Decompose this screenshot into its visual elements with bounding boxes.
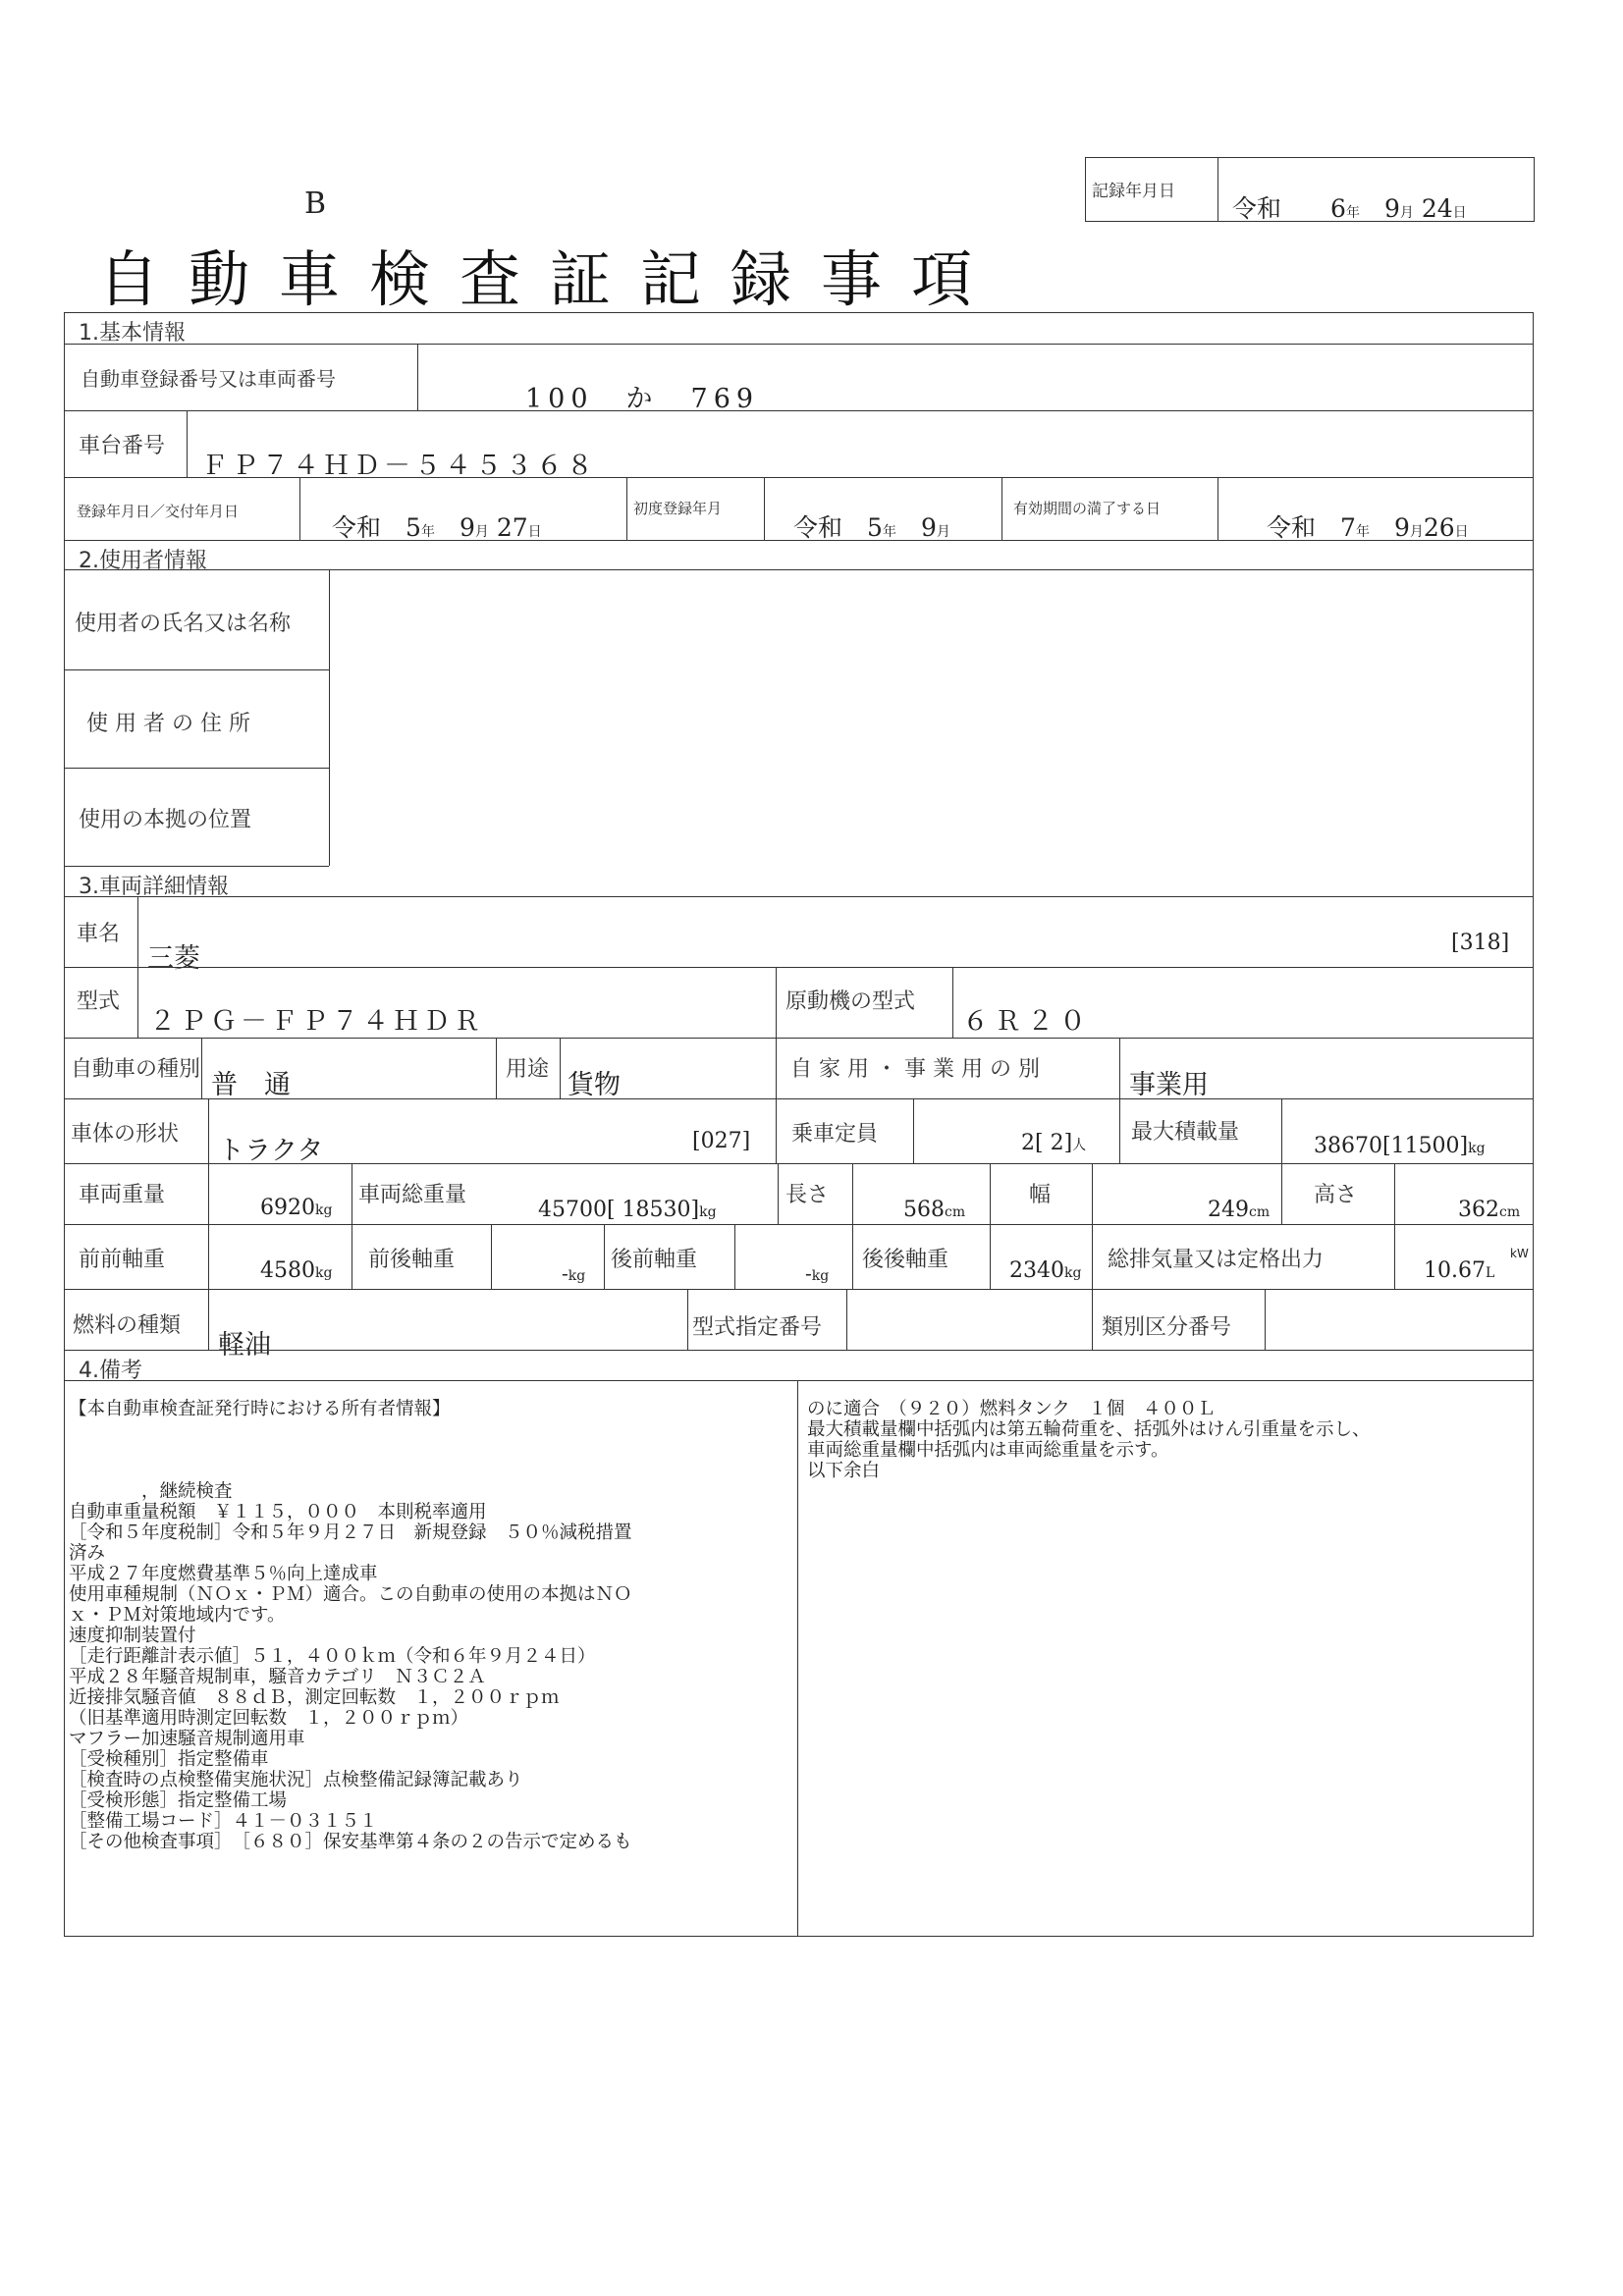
section-user-title: 2.使用者情報 xyxy=(79,549,207,573)
section-remarks-title: 4.備考 xyxy=(79,1359,142,1383)
gross-weight-value: 45700[ 18530]kg xyxy=(538,1198,717,1222)
rear-rear-axle-value: 2340kg xyxy=(1009,1258,1082,1283)
maker-label: 車名 xyxy=(77,922,121,946)
maker-code: [318] xyxy=(1451,931,1510,955)
first-registration-label: 初度登録年月 xyxy=(633,500,723,517)
first-registration-value: 令和 5年 9月 xyxy=(793,513,950,542)
remark-line: 以下余白 xyxy=(807,1461,881,1481)
issue-date-value: 令和 5年 9月 27日 xyxy=(332,513,542,542)
reg-number-value: 100 か 769 xyxy=(525,384,760,414)
vehicle-weight-value: 6920kg xyxy=(260,1196,333,1220)
remark-line: ［令和５年度税制］令和５年９月２７日 新規登録 ５０％減税措置 xyxy=(69,1522,632,1543)
height-value: 362cm xyxy=(1458,1198,1521,1222)
length-value: 568cm xyxy=(903,1198,966,1222)
body-shape-value: トラクタ xyxy=(218,1136,324,1166)
remark-line: 【本自動車検査証発行時における所有者情報】 xyxy=(69,1399,451,1419)
section-basic-title: 1.基本情報 xyxy=(79,321,186,346)
remark-line: ［受検種別］指定整備車 xyxy=(69,1749,269,1770)
capacity-value: 2[ 2]人 xyxy=(1021,1131,1087,1155)
displacement-unit-kw: kW xyxy=(1510,1247,1529,1260)
max-load-value: 38670[11500]kg xyxy=(1314,1134,1486,1158)
model-label: 型式 xyxy=(77,989,121,1014)
width-label: 幅 xyxy=(1029,1183,1052,1207)
fuel-type-value: 軽油 xyxy=(218,1330,271,1361)
width-value: 249cm xyxy=(1208,1198,1271,1222)
front-rear-axle-label: 前後軸重 xyxy=(368,1248,456,1272)
chassis-number-value: ＦＰ７４ＨＤ－５４５３６８ xyxy=(201,451,597,481)
vehicle-kind-value: 普 通 xyxy=(211,1070,291,1100)
body-shape-code: [027] xyxy=(692,1129,751,1153)
reg-number-label: 自動車登録番号又は車両番号 xyxy=(81,367,336,391)
remark-line: ，継続検査 xyxy=(69,1481,233,1502)
remarks-right-column xyxy=(807,1399,1371,1481)
model-value: ２ＰＧ－ＦＰ７４ＨＤＲ xyxy=(149,1006,484,1037)
engine-model-label: 原動機の型式 xyxy=(785,989,916,1014)
remark-line: 平成２７年度燃費基準５％向上達成車 xyxy=(69,1564,378,1584)
length-label: 長さ xyxy=(785,1183,830,1207)
remark-line: 使用車種規制（ＮＯｘ・ＰＭ）適合。この自動車の使用の本拠はＮＯ xyxy=(69,1584,632,1605)
remark-line xyxy=(69,1461,632,1481)
remark-line: ［受検形態］指定整備工場 xyxy=(69,1790,288,1811)
user-address-label: 使 用 者 の 住 所 xyxy=(86,712,250,736)
record-date-label: 記録年月日 xyxy=(1092,182,1175,201)
type-approval-label: 型式指定番号 xyxy=(692,1315,823,1340)
category-number-label: 類別区分番号 xyxy=(1102,1315,1232,1340)
remark-line: 済み xyxy=(69,1543,106,1564)
remark-line: ［走行距離計表示値］５１，４００ｋｍ（令和６年９月２４日） xyxy=(69,1646,596,1667)
page-title: 自動車検査証記録事項 xyxy=(98,243,1002,315)
base-location-label: 使用の本拠の位置 xyxy=(79,808,252,832)
remark-line: ［検査時の点検整備実施状況］点検整備記録簿記載あり xyxy=(69,1770,523,1790)
displacement-value: 10.67L xyxy=(1424,1258,1495,1283)
chassis-number-label: 車台番号 xyxy=(79,434,166,458)
private-business-value: 事業用 xyxy=(1129,1070,1209,1100)
remarks-left-column xyxy=(69,1399,632,1852)
section-vehicle-title: 3.車両詳細情報 xyxy=(79,875,229,899)
max-load-label: 最大積載量 xyxy=(1131,1120,1240,1145)
form-mark: B xyxy=(304,187,327,221)
height-label: 高さ xyxy=(1314,1183,1358,1207)
front-front-axle-label: 前前軸重 xyxy=(79,1248,166,1272)
usage-value: 貨物 xyxy=(568,1070,621,1100)
rear-front-axle-value: -kg xyxy=(805,1261,830,1285)
remark-line: 最大積載量欄中括弧内は第五輪荷重を、括弧外はけん引重量を示し、 xyxy=(807,1419,1371,1440)
remark-line: ［整備工場コード］４１－０３１５１ xyxy=(69,1811,378,1832)
displacement-label: 総排気量又は定格出力 xyxy=(1108,1248,1325,1272)
body-shape-label: 車体の形状 xyxy=(71,1122,180,1147)
rear-front-axle-label: 後前軸重 xyxy=(611,1248,698,1272)
remark-line: （旧基準適用時測定回転数 １，２００ｒｐｍ） xyxy=(69,1708,469,1729)
rear-rear-axle-label: 後後軸重 xyxy=(862,1248,949,1272)
engine-model-value: ６Ｒ２０ xyxy=(962,1006,1092,1037)
user-name-label: 使用者の氏名又は名称 xyxy=(75,612,292,636)
gross-weight-label: 車両総重量 xyxy=(358,1183,467,1207)
remark-line: ｘ・ＰＭ対策地域内です。 xyxy=(69,1605,286,1626)
maker-value: 三菱 xyxy=(147,943,200,974)
fuel-type-label: 燃料の種類 xyxy=(73,1313,182,1338)
remark-line: 車両総重量欄中括弧内は車両総重量を示す。 xyxy=(807,1440,1169,1461)
remark-line: ［その他検査事項］ ［６８０］保安基準第４条の２の告示で定めるも xyxy=(69,1832,632,1852)
vehicle-weight-label: 車両重量 xyxy=(79,1183,166,1207)
front-rear-axle-value: -kg xyxy=(562,1261,586,1285)
expiry-date-label: 有効期間の満了する日 xyxy=(1013,500,1162,517)
remark-line: 速度抑制装置付 xyxy=(69,1626,196,1646)
front-front-axle-value: 4580kg xyxy=(260,1258,333,1283)
record-date-value: 令和 6年 9月 24日 xyxy=(1232,194,1467,223)
expiry-date-value: 令和 7年 9月26日 xyxy=(1267,513,1469,542)
issue-date-label: 登録年月日／交付年月日 xyxy=(77,503,240,520)
remark-line: 平成２８年騒音規制車，騒音カテゴリ Ｎ３Ｃ２Ａ xyxy=(69,1667,486,1687)
vehicle-kind-label: 自動車の種別 xyxy=(71,1057,201,1082)
remark-line: のに適合 （９２０）燃料タンク １個 ４００Ｌ xyxy=(807,1399,1216,1419)
remark-line xyxy=(69,1419,632,1440)
usage-label: 用途 xyxy=(506,1057,550,1082)
remark-line: マフラー加速騒音規制適用車 xyxy=(69,1729,305,1749)
private-business-label: 自 家 用 ・ 事 業 用 の 別 xyxy=(790,1057,1040,1082)
remark-line: 自動車重量税額 ￥１１５，０００ 本則税率適用 xyxy=(69,1502,487,1522)
remark-line: 近接排気騒音値 ８８ｄＢ，測定回転数 １，２００ｒｐｍ xyxy=(69,1687,560,1708)
remark-line xyxy=(69,1440,632,1461)
capacity-label: 乗車定員 xyxy=(791,1122,879,1147)
